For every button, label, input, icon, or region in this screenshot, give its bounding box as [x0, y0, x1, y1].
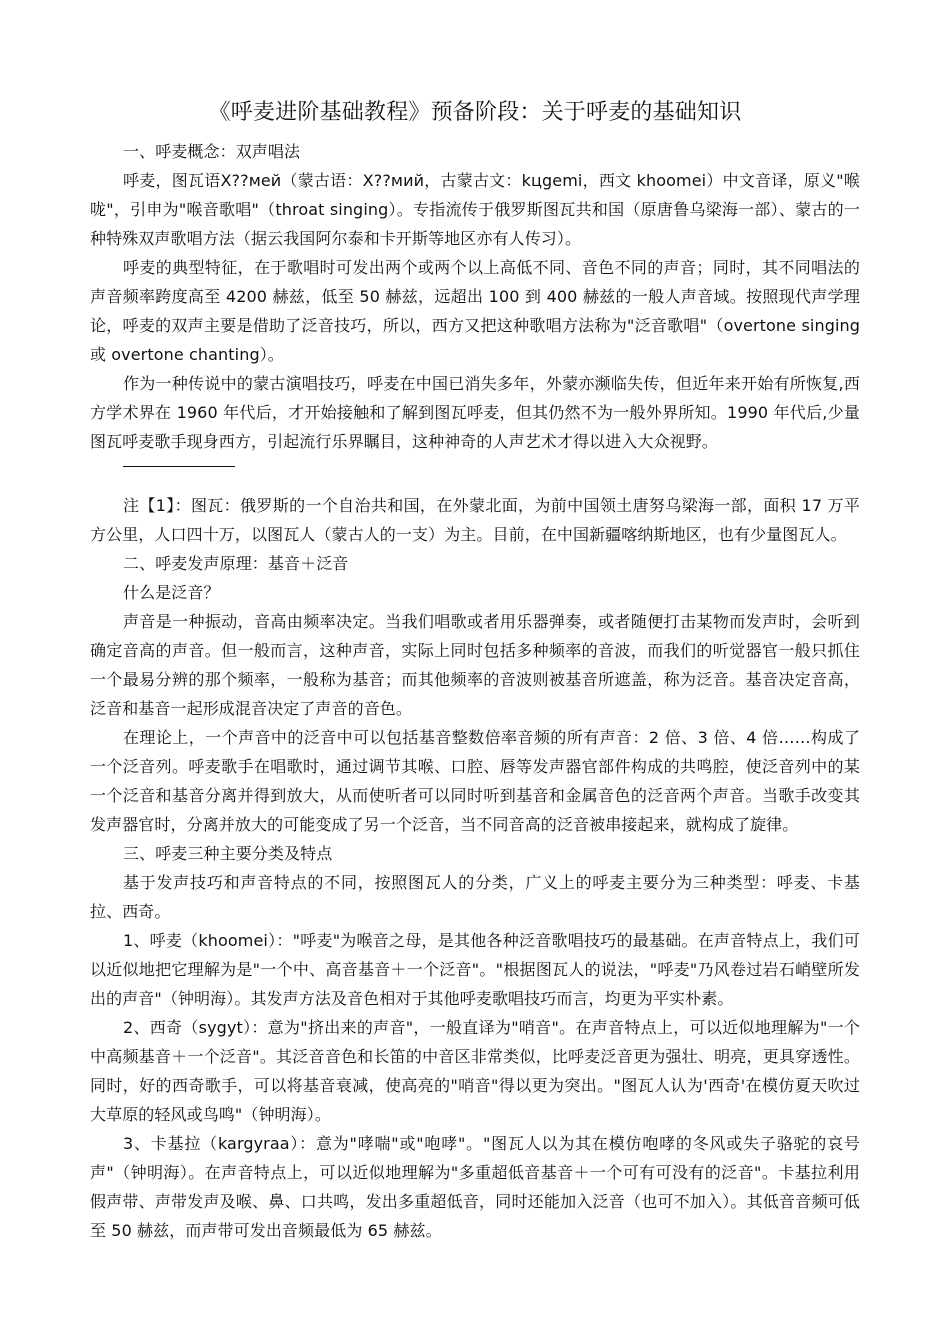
paragraph-3: 作为一种传说中的蒙古演唱技巧，呼麦在中国已消失多年，外蒙亦濒临失传，但近年来开始有所恢复,西方学术界在 1960 年代后，才开始接触和了解到图瓦呼麦，但其仍然不为一般外界所知。1990 年代后,少量图瓦呼麦歌手现身西方，引起流行乐界瞩目，这种神奇的人声艺术才得以进入大众视野。 — [90, 374, 860, 451]
section-2-subheading: 什么是泛音？ — [123, 583, 220, 602]
paragraph-6: 基于发声技巧和声音特点的不同，按照图瓦人的分类，广义上的呼麦主要分为三种类型：呼麦、卡基拉、西奇。 — [90, 873, 860, 921]
footnote-1: 注【1】：图瓦：俄罗斯的一个自治共和国，在外蒙北面，为前中国领土唐努乌梁海一部，面积 17 万平方公里，人口四十万，以图瓦人（蒙古人的一支）为主。目前，在中国新疆喀纳斯地区，也有少量图瓦人。 — [90, 496, 860, 544]
document-page — [90, 95, 860, 1245]
paragraph-7: 1、呼麦（khoomei）："呼麦"为喉音之母，是其他各种泛音歌唱技巧的最基础。在声音特点上，我们可以近似地把它理解为是"一个中、高音基音＋一个泛音"。"根据图瓦人的说法，"呼麦"乃风卷过岩石峭壁所发出的声音"（钟明海）。其发声方法及音色相对于其他呼麦歌唱技巧而言，均更为平实朴素。 — [90, 931, 860, 1008]
paragraph-9: 3、卡基拉（kargyraa）：意为"哮喘"或"咆哮"。"图瓦人以为其在模仿咆哮的冬风或失子骆驼的哀号声"（钟明海）。在声音特点上，可以近似地理解为"多重超低音基音＋一个可有可没有的泛音"。卡基拉利用假声带、声带发声及喉、鼻、口共鸣，发出多重超低音，同时还能加入泛音（也可不加入）。其低音音频可低至 50 赫兹，而声带可发出音频最低为 65 赫兹。 — [90, 1134, 860, 1240]
document-title: 《呼麦进阶基础教程》预备阶段：关于呼麦的基础知识 — [208, 100, 742, 125]
section-1-heading: 一、呼麦概念：双声唱法 — [123, 142, 301, 161]
paragraph-5: 在理论上，一个声音中的泛音中可以包括基音整数倍率音频的所有声音：2 倍、3 倍、4 倍……构成了一个泛音列。呼麦歌手在唱歌时，通过调节其喉、口腔、唇等发声器官部件构成的共鸣腔，使泛音列中的某一个泛音和基音分离并得到放大，从而使听者可以同时听到基音和金属音色的泛音两个声音。当歌手改变其发声器官时，分离并放大的可能变成了另一个泛音，当不同音高的泛音被串接起来，就构成了旋律。 — [90, 728, 860, 834]
paragraph-8: 2、西奇（sygyt）：意为"挤出来的声音"，一般直译为"哨音"。在声音特点上，可以近似地理解为"一个中高频基音＋一个泛音"。其泛音音色和长笛的中音区非常类似，比呼麦泛音更为强壮、明亮，更具穿透性。同时，好的西奇歌手，可以将基音衰减，使高亮的"哨音"得以更为突出。"图瓦人认为'西奇'在模仿夏天吹过大草原的轻风或鸟鸣"（钟明海）。 — [90, 1018, 860, 1124]
section-2-heading: 二、呼麦发声原理：基音＋泛音 — [123, 554, 349, 573]
paragraph-1: 呼麦，图瓦语Х??мей（蒙古语：Х??мий，古蒙古文：kцgemi，西文 khoomei）中文音译，原义"喉咙"，引申为"喉音歌唱"（throat singing）。专指流传于俄罗斯图瓦共和国（原唐鲁乌梁海一部）、蒙古的一种特殊双声歌唱方法（据云我国阿尔泰和卡开斯等地区亦有人传习）。 — [90, 171, 860, 248]
footnote-divider — [123, 466, 235, 467]
paragraph-2: 呼麦的典型特征，在于歌唱时可发出两个或两个以上高低不同、音色不同的声音；同时，其不同唱法的声音频率跨度高至 4200 赫兹，低至 50 赫兹，远超出 100 到 400 赫兹的一般人声音域。按照现代声学理论，呼麦的双声主要是借助了泛音技巧，所以，西方又把这种歌唱方法称为"泛音歌唱"（overtone singing 或 overtone chanting）。 — [90, 258, 860, 364]
paragraph-4: 声音是一种振动，音高由频率决定。当我们唱歌或者用乐器弹奏，或者随便打击某物而发声时，会听到确定音高的声音。但一般而言，这种声音，实际上同时包括多种频率的音波，而我们的听觉器官一般只抓住一个最易分辨的那个频率，一般称为基音；而其他频率的音波则被基音所遮盖，称为泛音。基音决定音高，泛音和基音一起形成混音决定了声音的音色。 — [90, 612, 860, 718]
section-3-heading: 三、呼麦三种主要分类及特点 — [123, 844, 333, 863]
